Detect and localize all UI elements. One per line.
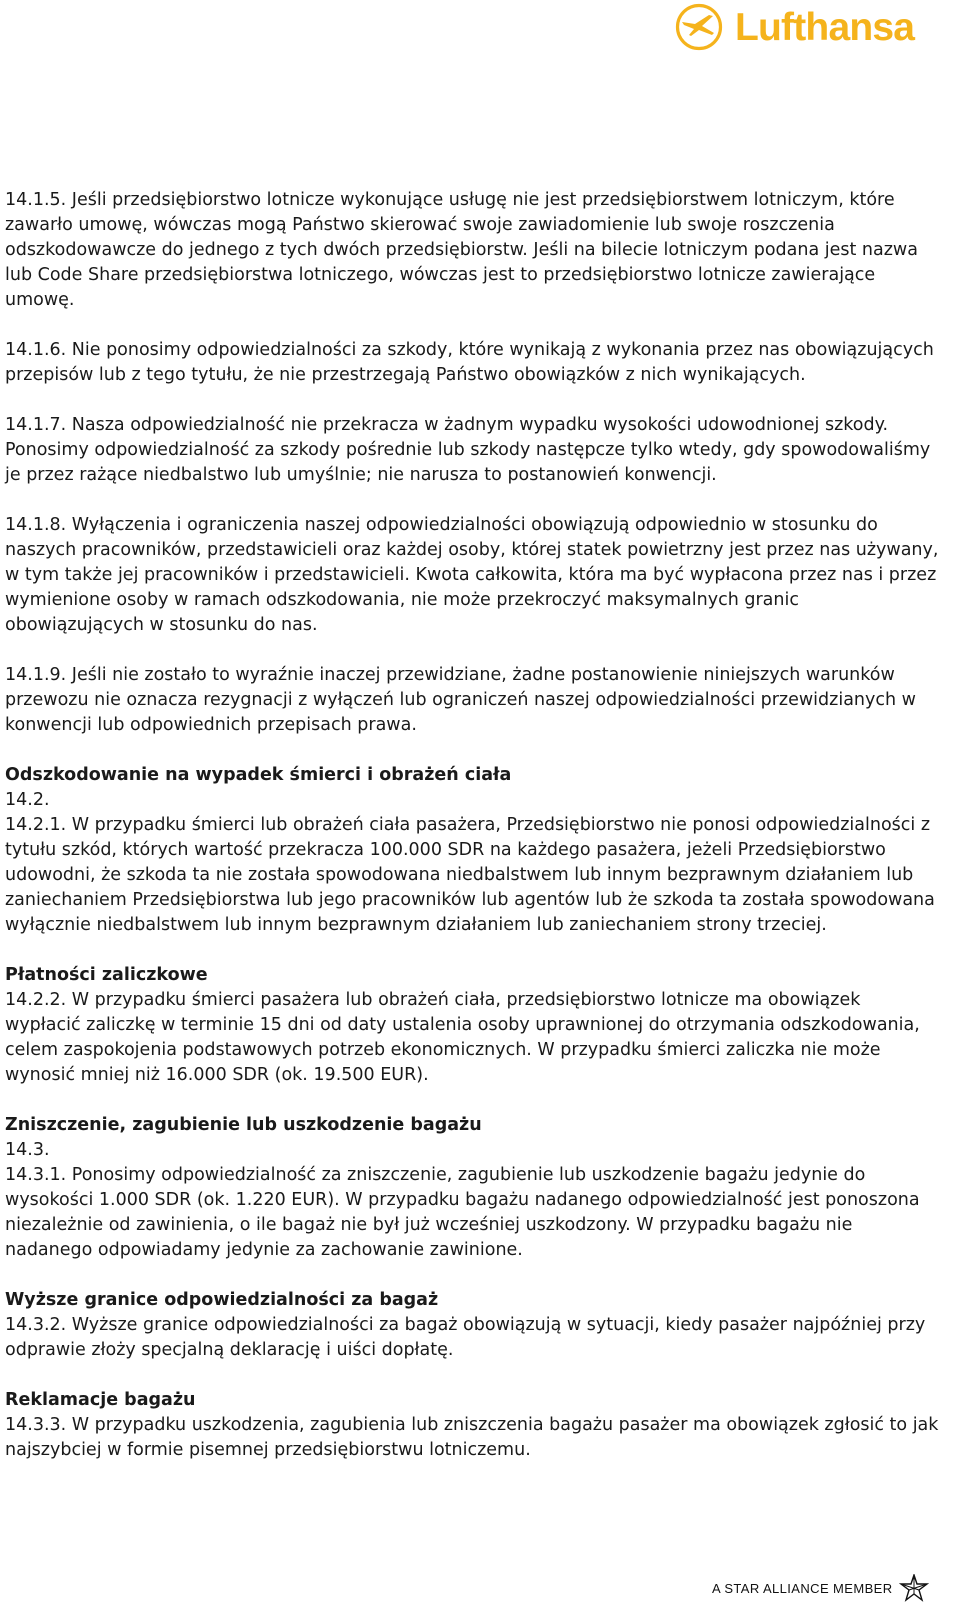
section-heading: Wyższe granice odpowiedzialności za bagaż bbox=[5, 1290, 439, 1310]
star-alliance-icon bbox=[899, 1574, 929, 1602]
section-baggage-damage bbox=[5, 1113, 940, 1263]
section-death-injury bbox=[5, 763, 940, 938]
paragraph-14-2-1: 14.2.1. W przypadku śmierci lub obrażeń ciała pasażera, Przedsiębiorstwo nie ponosi odpowiedzialności z tytułu szkód, których wartość przekracza 100.000 SDR na każdego pasażera, jeżeli Przedsiębiorstwo udowodni, że szkoda ta nie została spowodowana niedbalstwem lub innym bezprawnym działaniem lub zaniechaniem Przedsiębiorstwa lub jego pracowników lub agentów lub że szkoda ta została spowodowana wyłącznie niedbalstwem lub innym bezprawnym działaniem lub zaniechaniem strony trzeciej. bbox=[5, 815, 935, 935]
paragraph-14-3-1: 14.3.1. Ponosimy odpowiedzialność za zniszczenie, zagubienie lub uszkodzenie bagażu jedynie do wysokości 1.000 SDR (ok. 1.220 EUR). W przypadku bagażu nadanego odpowiedzialność jest ponoszona niezależnie od zawinienia, o ile bagaż nie był już wcześniej uszkodzony. W przypadku bagażu nie nadanego odpowiadamy jedynie za zachowanie zawinione. bbox=[5, 1165, 920, 1260]
section-baggage-claims bbox=[5, 1388, 940, 1463]
paragraph-14-1-9: 14.1.9. Jeśli nie zostało to wyraźnie inaczej przewidziane, żadne postanowienie niniejszych warunków przewozu nie oznacza rezygnacji z wyłączeń lub ograniczeń naszej odpowiedzialności przewidzianych w konwencji lub odpowiednich przepisach prawa. bbox=[5, 665, 916, 735]
section-number: 14.3. bbox=[5, 1140, 50, 1160]
paragraph-14-1-8: 14.1.8. Wyłączenia i ograniczenia naszej odpowiedzialności obowiązują odpowiednio w stosunku do naszych pracowników, przedstawicieli oraz każdej osoby, której statek powietrzny jest przez nas używany, w tym także jej pracowników i przedstawicieli. Kwota całkowita, która ma być wypłacona przez nas i przez wymienione osoby w ramach odszkodowania, nie może przekroczyć maksymalnych granic obowiązujących w stosunku do nas. bbox=[5, 515, 939, 635]
section-number: 14.2. bbox=[5, 790, 50, 810]
paragraph-14-2-2: 14.2.2. W przypadku śmierci pasażera lub obrażeń ciała, przedsiębiorstwo lotnicze ma obowiązek wypłacić zaliczkę w terminie 15 dni od daty ustalenia osoby uprawnionej do otrzymania odszkodowania, celem zaspokojenia podstawowych potrzeb ekonomicznych. W przypadku śmierci zaliczka nie może wynosić mniej niż 16.000 SDR (ok. 19.500 EUR). bbox=[5, 990, 920, 1085]
section-heading: Zniszczenie, zagubienie lub uszkodzenie bagażu bbox=[5, 1115, 482, 1135]
paragraph-14-3-2: 14.3.2. Wyższe granice odpowiedzialności za bagaż obowiązują w sytuacji, kiedy pasażer najpóźniej przy odprawie złoży specjalną deklarację i uiści dopłatę. bbox=[5, 1315, 926, 1360]
alliance-label: A STAR ALLIANCE MEMBER bbox=[712, 1580, 893, 1596]
brand-name: Lufthansa bbox=[735, 5, 915, 49]
paragraph-14-1-7: 14.1.7. Nasza odpowiedzialność nie przekracza w żadnym wypadku wysokości udowodnionej szkody. Ponosimy odpowiedzialność za szkody pośrednie lub szkody następcze tylko wtedy, gdy spowodowaliśmy je przez rażące niedbalstwo lub umyślnie; nie narusza to postanowień konwencji. bbox=[5, 415, 931, 485]
section-advance-payments bbox=[5, 963, 940, 1088]
paragraph-14-1-5: 14.1.5. Jeśli przedsiębiorstwo lotnicze wykonujące usługę nie jest przedsiębiorstwem lotniczym, które zawarło umowę, wówczas mogą Państwo skierować swoje zawiadomienie lub swoje roszczenia odszkodowawcze do jednego z tych dwóch przedsiębiorstw. Jeśli na bilecie lotniczym podana jest nazwa lub Code Share przedsiębiorstwa lotniczego, wówczas jest to przedsiębiorstwo lotnicze zawierające umowę. bbox=[5, 190, 918, 310]
paragraph-14-1-6: 14.1.6. Nie ponosimy odpowiedzialności za szkody, które wynikają z wykonania przez nas obowiązujących przepisów lub z tego tytułu, że nie przestrzegają Państwo obowiązków z nich wynikających. bbox=[5, 340, 934, 385]
star-alliance-footer bbox=[712, 1574, 929, 1602]
document-body bbox=[5, 188, 940, 1488]
section-heading: Reklamacje bagażu bbox=[5, 1390, 196, 1410]
section-higher-limits bbox=[5, 1288, 940, 1363]
paragraph-14-3-3: 14.3.3. W przypadku uszkodzenia, zagubienia lub zniszczenia bagażu pasażer ma obowiązek zgłosić to jak najszybciej w formie pisemnej przedsiębiorstwu lotniczemu. bbox=[5, 1415, 939, 1460]
section-heading: Odszkodowanie na wypadek śmierci i obrażeń ciała bbox=[5, 765, 512, 785]
crane-logo-icon bbox=[675, 3, 723, 51]
section-heading: Płatności zaliczkowe bbox=[5, 965, 208, 985]
lufthansa-logo bbox=[675, 2, 914, 52]
